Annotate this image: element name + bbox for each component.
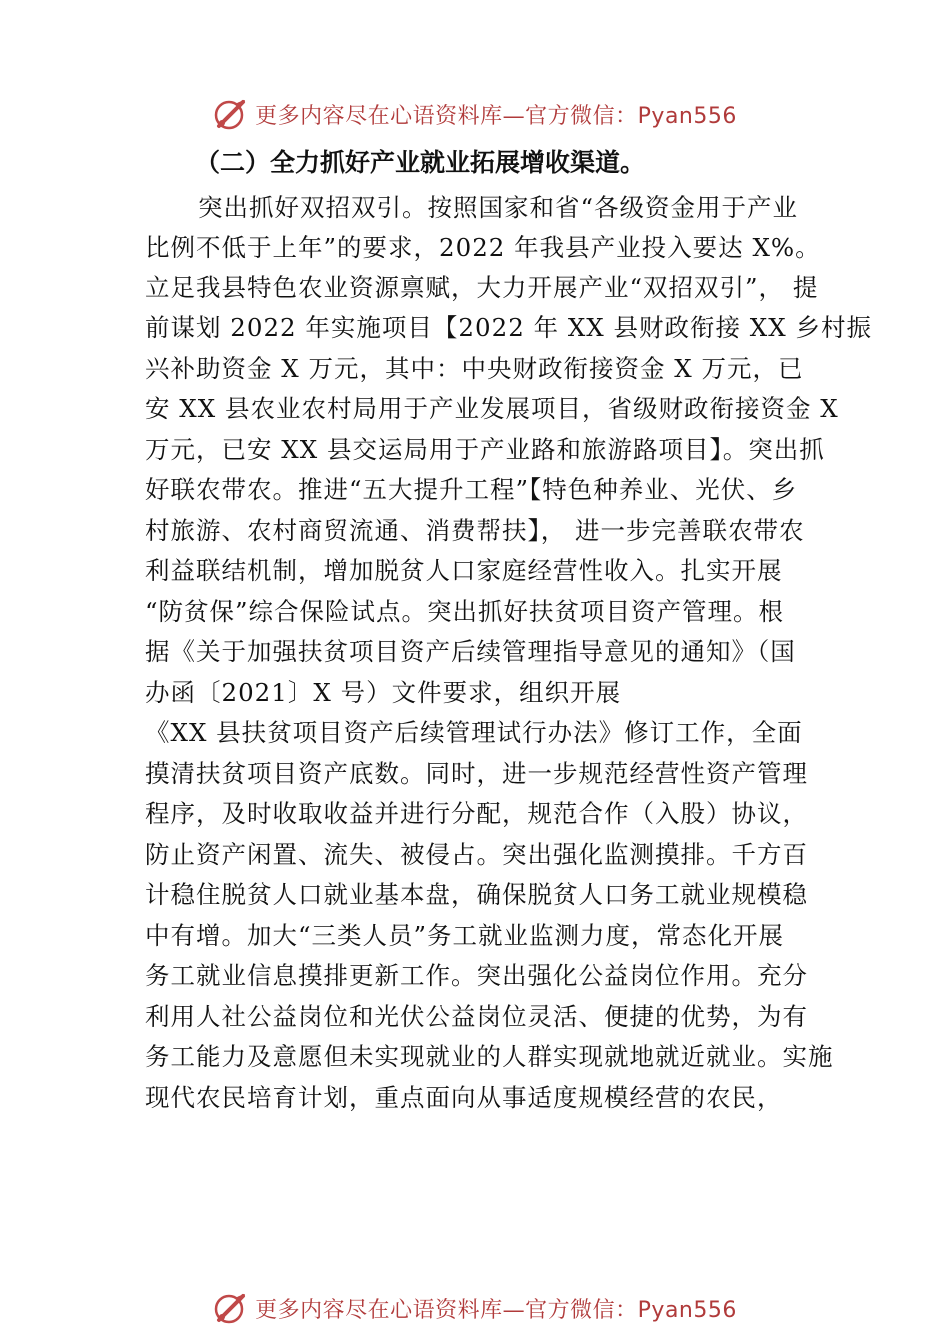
text-line: 兴补助资金 X 万元，其中：中央财政衔接资金 X 万元，已 (145, 354, 804, 383)
text-line: “防贫保”综合保险试点。突出抓好扶贫项目资产管理。根 (145, 597, 785, 626)
text-line: 万元，已安 XX 县交运局用于产业路和旅游路项目】。突出抓 (145, 435, 825, 464)
text-line: 程序，及时收取收益并进行分配，规范合作（入股）协议， (145, 799, 808, 828)
text-line: 好联农带农。推进“五大提升工程”【特色种养业、光伏、乡 (145, 475, 798, 504)
text-line: 突出抓好双招双引。按照国家和省“各级资金用于产业 (198, 193, 799, 222)
text-line: 办函〔2021〕X 号）文件要求，组织开展 (145, 678, 622, 707)
watermark-text: 更多内容尽在心语资料库—官方微信：Pyan556 (255, 1297, 737, 1323)
text-line: 计稳住脱贫人口就业基本盘，确保脱贫人口务工就业规模稳 (145, 880, 808, 909)
text-line: 摸清扶贫项目资产底数。同时，进一步规范经营性资产管理 (145, 759, 808, 788)
brush-logo-icon (213, 1290, 249, 1326)
text-line: 前谋划 2022 年实施项目【2022 年 XX 县财政衔接 XX 乡村振 (145, 313, 872, 342)
watermark-banner-top (0, 94, 950, 134)
text-line: 《XX 县扶贫项目资产后续管理试行办法》修订工作，全面 (145, 718, 803, 747)
text-line: 据《关于加强扶贫项目资产后续管理指导意见的通知》（国 (145, 637, 796, 666)
text-line: 务工能力及意愿但未实现就业的人群实现就地就近就业。实施 (145, 1042, 834, 1071)
text-line: 村旅游、农村商贸流通、消费帮扶】， 进一步完善联农带农 (145, 516, 805, 545)
text-line: 立足我县特色农业资源禀赋，大力开展产业“双招双引”， 提 (145, 273, 819, 302)
text-line: 利益联结机制，增加脱贫人口家庭经营性收入。扎实开展 (145, 556, 783, 585)
text-line: 利用人社公益岗位和光伏公益岗位灵活、便捷的优势，为有 (145, 1002, 808, 1031)
text-line: 安 XX 县农业农村局用于产业发展项目，省级财政衔接资金 X (145, 394, 839, 423)
watermark-text: 更多内容尽在心语资料库—官方微信：Pyan556 (255, 103, 737, 129)
text-line: 务工就业信息摸排更新工作。突出强化公益岗位作用。充分 (145, 961, 808, 990)
text-line: 中有增。加大“三类人员”务工就业监测力度，常态化开展 (145, 921, 785, 950)
section-heading: （二）全力抓好产业就业拓展增收渠道。 (195, 148, 646, 177)
text-line: 现代农民培育计划，重点面向从事适度规模经营的农民， (145, 1083, 783, 1112)
text-line: 防止资产闲置、流失、被侵占。突出强化监测摸排。千方百 (145, 840, 808, 869)
watermark-banner-bottom (0, 1288, 950, 1328)
text-line: 比例不低于上年”的要求，2022 年我县产业投入要达 X%。 (145, 233, 821, 262)
brush-logo-icon (213, 96, 249, 132)
